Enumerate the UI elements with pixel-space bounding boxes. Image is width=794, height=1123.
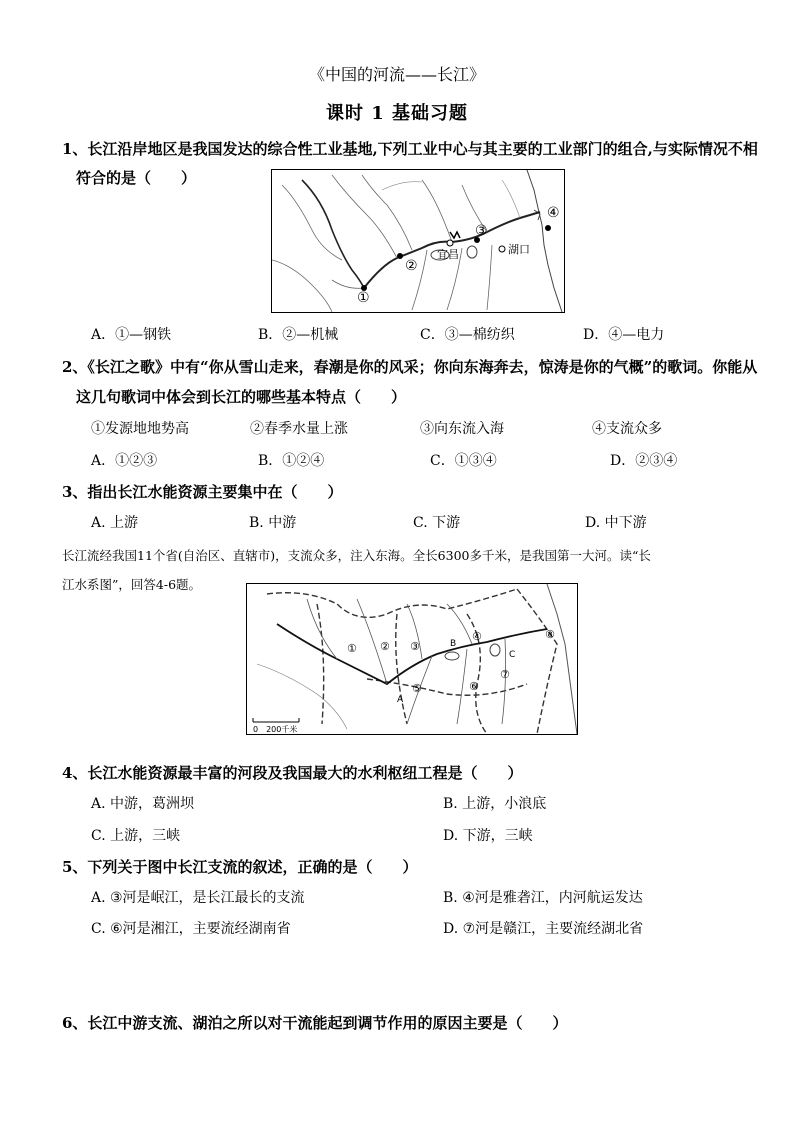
city-dot-4 [545, 225, 551, 231]
q5-option-d[interactable]: D. ⑦河是赣江，主要流经湖北省 [443, 921, 644, 937]
yangtze-system-map-svg [247, 584, 577, 734]
q2-feature-3: ③向东流入海 [420, 421, 504, 437]
q5-stem: 5、下列关于图中长江支流的叙述，正确的是（ ） [62, 858, 418, 876]
city-dot-2 [397, 253, 403, 259]
q1-stem-line1: 1、长江沿岸地区是我国发达的综合性工业基地,下列工业中心与其主要的工业部门的组合,与实际情况不相 [62, 140, 758, 158]
q2-option-d[interactable]: D．②③④ [610, 453, 678, 469]
q3-option-c[interactable]: C. 下游 [413, 515, 461, 531]
q5-option-a[interactable]: A. ③河是岷江，是长江最长的支流 [91, 890, 305, 906]
map2-label-6: ⑥ [469, 680, 479, 693]
map-label-4: ④ [547, 205, 560, 221]
q6-stem: 6、长江中游支流、湖泊之所以对干流能起到调节作用的原因主要是（ ） [62, 1014, 568, 1032]
q1-stem-line2: 符合的是（ ） [76, 169, 197, 187]
map-label-2: ② [405, 258, 418, 274]
river-upper [302, 180, 364, 288]
map-label-hukou: 湖口 [508, 243, 530, 256]
map2-label-2: ② [380, 640, 390, 653]
map2-label-8: ⑧ [545, 628, 555, 641]
map2-label-3: ③ [410, 640, 420, 653]
q2-option-a[interactable]: A．①②③ [91, 453, 158, 469]
map-label-yichang: 宜昌 [437, 248, 459, 261]
map2-label-1: ① [347, 642, 357, 655]
q2-option-b[interactable]: B．①②④ [258, 453, 325, 469]
q4-option-b[interactable]: B. 上游，小浪底 [443, 796, 547, 812]
map2-letter-a: A [397, 695, 404, 705]
q1-map [271, 169, 565, 313]
q4-option-a[interactable]: A. 中游，葛洲坝 [91, 796, 195, 812]
q5-option-c[interactable]: C. ⑥河是湘江，主要流经湖南省 [91, 921, 291, 937]
map2-label-4: ④ [472, 630, 482, 643]
map2-letter-c: C [509, 650, 516, 660]
q1-option-b[interactable]: B．②—机械 [258, 327, 339, 343]
q1-option-a[interactable]: A．①—钢铁 [91, 327, 172, 343]
intro-line2: 江水系图”，回答4-6题。 [62, 577, 202, 592]
document-title: 《中国的河流——长江》 [308, 65, 485, 84]
map-label-3: ③ [475, 223, 488, 239]
hukou-dot [499, 246, 505, 252]
q3-stem: 3、指出长江水能资源主要集中在（ ） [62, 483, 343, 501]
yangtze-system-map [246, 583, 578, 735]
q3-option-b[interactable]: B. 中游 [249, 515, 297, 531]
q2-stem-line2: 这几句歌词中体会到长江的哪些基本特点（ ） [76, 388, 407, 406]
map2-label-7: ⑦ [500, 668, 510, 681]
map2-label-5: ⑤ [412, 682, 422, 695]
q2-feature-2: ②春季水量上涨 [250, 421, 348, 437]
q4-option-c[interactable]: C. 上游，三峡 [91, 828, 181, 844]
yichang-dot [447, 240, 453, 246]
q1-map-svg [272, 170, 564, 312]
q2-feature-4: ④支流众多 [592, 421, 662, 437]
map2-letter-b: B [450, 639, 457, 649]
map-label-1: ① [357, 290, 370, 306]
q2-feature-1: ①发源地地势高 [91, 421, 189, 437]
q4-option-d[interactable]: D. 下游，三峡 [443, 828, 533, 844]
intro-line1: 长江流经我国11个省(自治区、直辖市)，支流众多，注入东海。全长6300多千米，是我国第一大河。读“长 [62, 548, 651, 563]
q4-stem: 4、长江水能资源最丰富的河段及我国最大的水利枢纽工程是（ ） [62, 764, 523, 782]
scale-label: 0 200千米 [253, 725, 298, 734]
q3-option-d[interactable]: D. 中下游 [585, 515, 647, 531]
q2-stem-line1: 2、《长江之歌》中有“你从雪山走来，春潮是你的风采；你向东海奔去，惊涛是你的气概”的歌词。你能从 [62, 358, 758, 376]
q2-option-c[interactable]: C．①③④ [430, 453, 497, 469]
q3-option-a[interactable]: A. 上游 [91, 515, 139, 531]
q1-option-c[interactable]: C．③—棉纺织 [420, 327, 515, 343]
document-subtitle: 课时 1 基础习题 [325, 103, 469, 124]
q5-option-b[interactable]: B. ④河是雅砻江，内河航运发达 [443, 890, 643, 906]
q1-option-d[interactable]: D．④—电力 [583, 327, 665, 343]
